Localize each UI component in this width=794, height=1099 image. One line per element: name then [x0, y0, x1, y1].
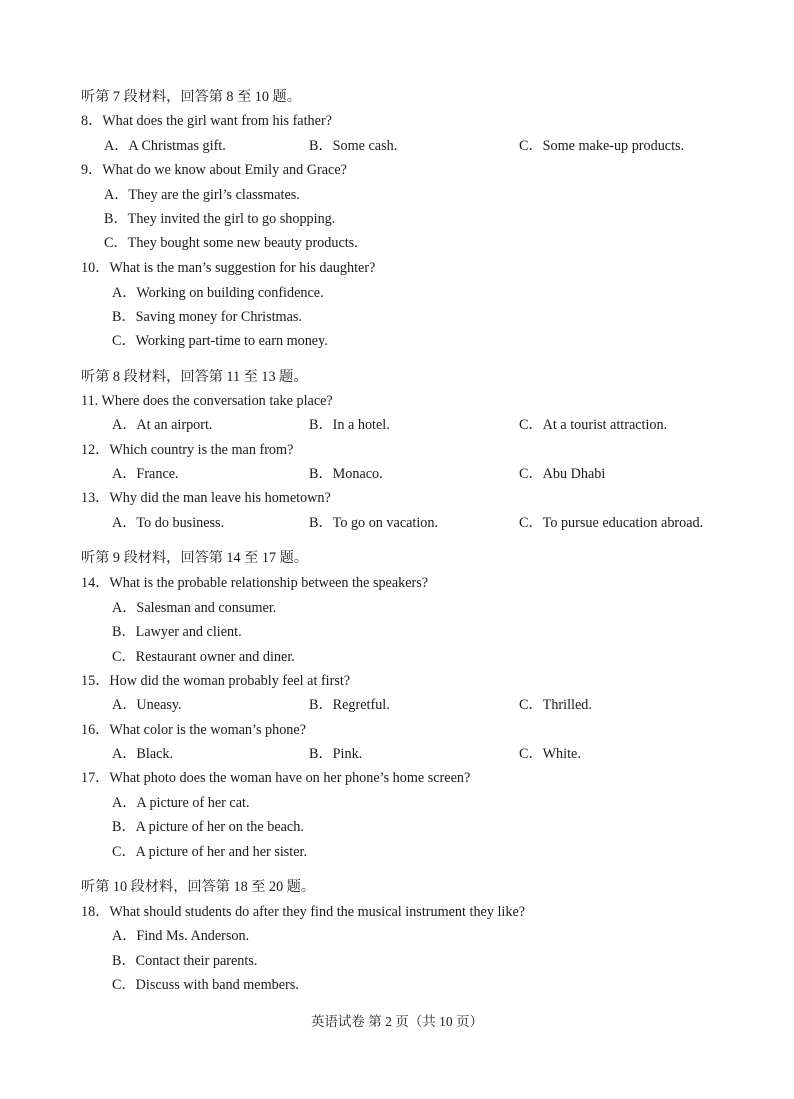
- question-stem: 13．Why did the man leave his hometown?: [81, 490, 331, 506]
- section-heading: 听第 9 段材料，回答第 14 至 17 题。: [81, 550, 309, 566]
- option-b: B．In a hotel.: [309, 417, 390, 433]
- section-heading: 听第 8 段材料，回答第 11 至 13 题。: [81, 369, 308, 385]
- option-b: B．Lawyer and client.: [112, 624, 242, 640]
- option-a: A．France.: [112, 466, 179, 482]
- question-stem: 9．What do we know about Emily and Grace?: [81, 162, 347, 178]
- option-c: C．A picture of her and her sister.: [112, 844, 308, 860]
- option-c: C．Abu Dhabi: [519, 466, 606, 482]
- question-stem: 14．What is the probable relationship between the speakers?: [81, 575, 429, 591]
- option-b: B．Pink.: [309, 746, 363, 762]
- option-c: C．Discuss with band members.: [112, 977, 299, 993]
- option-c: C．Some make-up products.: [519, 138, 685, 154]
- question-stem: 12．Which country is the man from?: [81, 442, 294, 458]
- option-c: C．They bought some new beauty products.: [104, 235, 358, 251]
- question-stem: 18．What should students do after they find the musical instrument they like?: [81, 904, 526, 920]
- option-b: B．A picture of her on the beach.: [112, 819, 304, 835]
- question-stem: 17．What photo does the woman have on her phone’s home screen?: [81, 770, 471, 786]
- option-a: A．A Christmas gift.: [104, 138, 226, 154]
- option-a: A．To do business.: [112, 515, 225, 531]
- option-c: C．To pursue education abroad.: [519, 515, 704, 531]
- option-a: A．A picture of her cat.: [112, 795, 250, 811]
- option-a: A．Black.: [112, 746, 174, 762]
- option-b: B．Some cash.: [309, 138, 398, 154]
- option-b: B．Monaco.: [309, 466, 383, 482]
- option-a: A．Uneasy.: [112, 697, 182, 713]
- question-stem: 8．What does the girl want from his father?: [81, 113, 332, 129]
- option-a: A．Salesman and consumer.: [112, 600, 277, 616]
- option-c: C．At a tourist attraction.: [519, 417, 668, 433]
- page-footer: 英语试卷 第 2 页（共 10 页）: [310, 1014, 484, 1029]
- option-a: A．Working on building confidence.: [112, 285, 324, 301]
- question-stem: 15．How did the woman probably feel at first?: [81, 673, 351, 689]
- option-b: B．Saving money for Christmas.: [112, 309, 302, 325]
- option-a: A．They are the girl’s classmates.: [104, 187, 300, 203]
- option-b: B．Regretful.: [309, 697, 390, 713]
- option-a: A．At an airport.: [112, 417, 213, 433]
- option-c: C．White.: [519, 746, 581, 762]
- option-b: B．Contact their parents.: [112, 953, 258, 969]
- section-heading: 听第 7 段材料，回答第 8 至 10 题。: [81, 89, 301, 105]
- option-b: B．They invited the girl to go shopping.: [104, 211, 336, 227]
- option-c: C．Working part-time to earn money.: [112, 333, 328, 349]
- section-heading: 听第 10 段材料，回答第 18 至 20 题。: [81, 879, 316, 895]
- option-a: A．Find Ms. Anderson.: [112, 928, 250, 944]
- question-stem: 16．What color is the woman’s phone?: [81, 722, 306, 738]
- option-c: C．Thrilled.: [519, 697, 592, 713]
- question-stem: 10．What is the man’s suggestion for his daughter?: [81, 260, 376, 276]
- option-b: B．To go on vacation.: [309, 515, 439, 531]
- option-c: C．Restaurant owner and diner.: [112, 649, 295, 665]
- question-stem: 11. Where does the conversation take place?: [81, 393, 333, 409]
